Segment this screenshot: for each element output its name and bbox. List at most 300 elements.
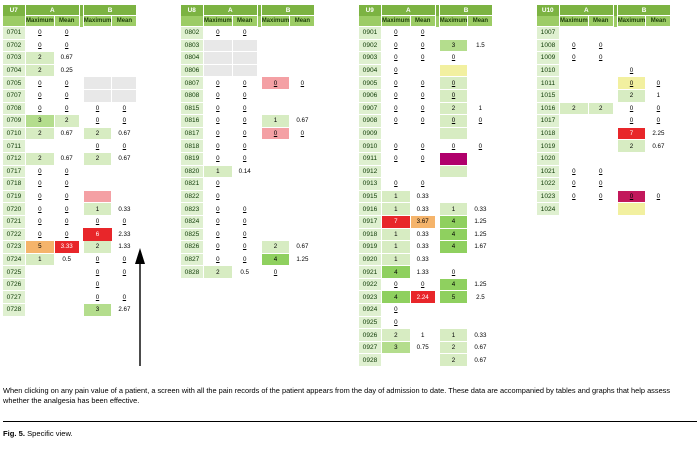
patient-id-cell[interactable]: 0702 xyxy=(3,39,26,52)
pain-cell-b-mean[interactable] xyxy=(112,64,137,77)
pain-cell-a-maximum[interactable]: 1 xyxy=(26,253,55,266)
pain-cell-b-maximum[interactable]: 2 xyxy=(261,241,290,254)
pain-cell-a-maximum[interactable]: 0 xyxy=(204,140,233,153)
patient-id-cell[interactable]: 0816 xyxy=(181,115,204,128)
pain-cell-b-mean[interactable]: 0 xyxy=(468,115,493,128)
patient-id-cell[interactable]: 0722 xyxy=(3,228,26,241)
patient-id-cell[interactable]: 0828 xyxy=(181,266,204,279)
pain-cell-b-maximum[interactable]: 4 xyxy=(261,253,290,266)
pain-cell-b-maximum[interactable] xyxy=(261,64,290,77)
pain-cell-a-mean[interactable] xyxy=(588,140,613,153)
pain-cell-a-maximum[interactable] xyxy=(560,89,589,102)
pain-cell-a-mean[interactable]: 1.33 xyxy=(410,266,435,279)
pain-cell-b-mean[interactable]: 0.67 xyxy=(290,115,315,128)
patient-id-cell[interactable]: 0724 xyxy=(3,253,26,266)
pain-cell-a-mean[interactable]: 0 xyxy=(588,178,613,191)
patient-id-cell[interactable]: 0917 xyxy=(359,215,382,228)
patient-id-cell[interactable]: 0907 xyxy=(359,102,382,115)
pain-cell-b-mean[interactable]: 0.67 xyxy=(468,354,493,367)
pain-cell-b-mean[interactable] xyxy=(290,27,315,40)
pain-cell-b-mean[interactable] xyxy=(646,64,671,77)
pain-cell-b-mean[interactable]: 1 xyxy=(468,102,493,115)
pain-cell-a-maximum[interactable]: 2 xyxy=(26,127,55,140)
pain-cell-b-mean[interactable] xyxy=(646,27,671,40)
pain-cell-a-maximum[interactable]: 3 xyxy=(26,115,55,128)
pain-cell-a-mean[interactable] xyxy=(54,140,79,153)
pain-cell-a-mean[interactable]: 0.5 xyxy=(54,253,79,266)
patient-id-cell[interactable]: 0701 xyxy=(3,27,26,40)
pain-cell-a-mean[interactable]: 0 xyxy=(232,241,257,254)
patient-id-cell[interactable]: 0817 xyxy=(181,127,204,140)
pain-cell-b-mean[interactable] xyxy=(290,228,315,241)
pain-cell-a-maximum[interactable]: 0 xyxy=(382,27,411,40)
pain-cell-b-maximum[interactable]: 0 xyxy=(617,102,646,115)
pain-cell-b-maximum[interactable] xyxy=(439,127,468,140)
pain-cell-b-maximum[interactable]: 2 xyxy=(439,354,468,367)
pain-cell-a-mean[interactable]: 1 xyxy=(410,329,435,342)
pain-cell-b-maximum[interactable]: 1 xyxy=(439,329,468,342)
patient-id-cell[interactable]: 0910 xyxy=(359,140,382,153)
pain-cell-b-maximum[interactable] xyxy=(617,27,646,40)
pain-cell-b-maximum[interactable]: 4 xyxy=(439,215,468,228)
patient-id-cell[interactable]: 0719 xyxy=(3,190,26,203)
pain-cell-a-mean[interactable]: 0.67 xyxy=(54,152,79,165)
pain-cell-b-mean[interactable] xyxy=(646,178,671,191)
pain-cell-a-mean[interactable]: 0 xyxy=(232,77,257,90)
pain-cell-a-maximum[interactable]: 0 xyxy=(26,39,55,52)
patient-id-cell[interactable]: 1021 xyxy=(537,165,560,178)
pain-cell-b-mean[interactable] xyxy=(112,39,137,52)
patient-id-cell[interactable]: 1010 xyxy=(537,64,560,77)
pain-cell-a-maximum[interactable] xyxy=(382,165,411,178)
pain-cell-a-mean[interactable] xyxy=(54,266,79,279)
pain-cell-b-maximum[interactable] xyxy=(261,165,290,178)
pain-cell-b-maximum[interactable] xyxy=(261,52,290,65)
pain-cell-a-maximum[interactable]: 2 xyxy=(26,152,55,165)
pain-cell-a-maximum[interactable]: 0 xyxy=(26,89,55,102)
pain-cell-a-mean[interactable] xyxy=(588,64,613,77)
pain-cell-a-mean[interactable]: 0 xyxy=(54,165,79,178)
pain-cell-b-maximum[interactable]: 1 xyxy=(83,203,112,216)
pain-cell-b-mean[interactable]: 0 xyxy=(646,77,671,90)
pain-cell-a-maximum[interactable]: 1 xyxy=(382,190,411,203)
pain-cell-b-mean[interactable] xyxy=(468,190,493,203)
pain-cell-b-mean[interactable] xyxy=(290,266,315,279)
pain-cell-b-maximum[interactable] xyxy=(617,178,646,191)
pain-cell-a-mean[interactable]: 0.14 xyxy=(232,165,257,178)
pain-cell-b-maximum[interactable]: 4 xyxy=(439,228,468,241)
pain-cell-a-mean[interactable]: 0 xyxy=(54,203,79,216)
pain-cell-a-mean[interactable]: 0.33 xyxy=(410,228,435,241)
pain-cell-a-maximum[interactable] xyxy=(560,140,589,153)
pain-cell-b-maximum[interactable]: 4 xyxy=(439,241,468,254)
pain-cell-b-mean[interactable] xyxy=(646,165,671,178)
pain-cell-b-maximum[interactable]: 0 xyxy=(83,291,112,304)
patient-id-cell[interactable]: 0926 xyxy=(359,329,382,342)
pain-cell-a-maximum[interactable]: 0 xyxy=(204,27,233,40)
pain-cell-a-mean[interactable]: 0 xyxy=(410,39,435,52)
pain-cell-a-maximum[interactable]: 0 xyxy=(204,228,233,241)
patient-id-cell[interactable]: 0915 xyxy=(359,190,382,203)
patient-id-cell[interactable]: 0710 xyxy=(3,127,26,140)
pain-cell-a-mean[interactable]: 0 xyxy=(410,152,435,165)
pain-cell-a-mean[interactable]: 0 xyxy=(54,27,79,40)
pain-cell-a-mean[interactable]: 0 xyxy=(410,52,435,65)
pain-cell-a-mean[interactable]: 0 xyxy=(232,102,257,115)
pain-cell-b-mean[interactable]: 1.33 xyxy=(112,241,137,254)
pain-cell-a-maximum[interactable]: 2 xyxy=(204,266,233,279)
pain-cell-b-mean[interactable]: 0.67 xyxy=(290,241,315,254)
pain-cell-a-mean[interactable]: 0.75 xyxy=(410,341,435,354)
pain-cell-a-mean[interactable]: 0 xyxy=(232,27,257,40)
pain-cell-b-mean[interactable] xyxy=(290,190,315,203)
pain-cell-a-maximum[interactable]: 0 xyxy=(26,203,55,216)
pain-cell-b-mean[interactable]: 1.67 xyxy=(468,241,493,254)
pain-cell-b-maximum[interactable]: 4 xyxy=(439,278,468,291)
pain-cell-b-maximum[interactable] xyxy=(439,165,468,178)
patient-id-cell[interactable]: 1023 xyxy=(537,190,560,203)
pain-cell-a-mean[interactable] xyxy=(54,291,79,304)
patient-id-cell[interactable]: 1024 xyxy=(537,203,560,216)
pain-cell-b-mean[interactable]: 2.25 xyxy=(646,127,671,140)
pain-cell-a-maximum[interactable]: 0 xyxy=(382,115,411,128)
pain-cell-a-mean[interactable]: 0 xyxy=(588,165,613,178)
pain-cell-a-maximum[interactable]: 1 xyxy=(382,203,411,216)
pain-cell-b-maximum[interactable]: 2 xyxy=(83,152,112,165)
pain-cell-a-mean[interactable] xyxy=(588,77,613,90)
patient-id-cell[interactable]: 0918 xyxy=(359,228,382,241)
pain-cell-a-mean[interactable]: 3.67 xyxy=(410,215,435,228)
pain-cell-b-maximum[interactable] xyxy=(261,228,290,241)
pain-cell-a-mean[interactable]: 0 xyxy=(54,178,79,191)
pain-cell-a-mean[interactable] xyxy=(232,178,257,191)
pain-cell-a-maximum[interactable]: 0 xyxy=(204,241,233,254)
pain-cell-b-maximum[interactable]: 0 xyxy=(83,115,112,128)
pain-cell-b-mean[interactable] xyxy=(646,52,671,65)
pain-cell-a-maximum[interactable] xyxy=(560,152,589,165)
pain-cell-a-mean[interactable] xyxy=(588,89,613,102)
patient-id-cell[interactable]: 0909 xyxy=(359,127,382,140)
pain-cell-a-maximum[interactable]: 0 xyxy=(382,89,411,102)
pain-cell-a-mean[interactable]: 0 xyxy=(410,278,435,291)
pain-cell-b-maximum[interactable]: 3 xyxy=(439,39,468,52)
pain-cell-a-maximum[interactable]: 2 xyxy=(560,102,589,115)
pain-cell-b-mean[interactable]: 1.25 xyxy=(468,278,493,291)
pain-cell-a-maximum[interactable]: 0 xyxy=(560,190,589,203)
patient-id-cell[interactable]: 0921 xyxy=(359,266,382,279)
pain-cell-a-mean[interactable]: 0 xyxy=(410,102,435,115)
pain-cell-a-mean[interactable] xyxy=(588,152,613,165)
pain-cell-b-maximum[interactable]: 2 xyxy=(617,89,646,102)
pain-cell-b-mean[interactable]: 0 xyxy=(290,127,315,140)
pain-cell-b-mean[interactable] xyxy=(290,52,315,65)
pain-cell-b-mean[interactable] xyxy=(468,64,493,77)
pain-cell-a-maximum[interactable]: 0 xyxy=(204,77,233,90)
pain-cell-b-maximum[interactable] xyxy=(261,215,290,228)
patient-id-cell[interactable]: 0822 xyxy=(181,190,204,203)
patient-id-cell[interactable]: 0815 xyxy=(181,102,204,115)
patient-id-cell[interactable]: 0723 xyxy=(3,241,26,254)
patient-id-cell[interactable]: 0928 xyxy=(359,354,382,367)
pain-cell-a-mean[interactable]: 0 xyxy=(232,203,257,216)
pain-cell-a-maximum[interactable]: 0 xyxy=(382,102,411,115)
patient-id-cell[interactable]: 0725 xyxy=(3,266,26,279)
pain-cell-a-maximum[interactable] xyxy=(204,64,233,77)
pain-cell-b-maximum[interactable] xyxy=(261,190,290,203)
pain-cell-b-mean[interactable] xyxy=(290,215,315,228)
pain-cell-b-maximum[interactable]: 0 xyxy=(261,266,290,279)
pain-cell-b-mean[interactable]: 2.33 xyxy=(112,228,137,241)
pain-cell-a-maximum[interactable] xyxy=(560,127,589,140)
pain-cell-a-mean[interactable]: 0 xyxy=(410,77,435,90)
pain-cell-a-maximum[interactable]: 0 xyxy=(382,178,411,191)
pain-cell-b-mean[interactable] xyxy=(468,152,493,165)
pain-cell-b-mean[interactable] xyxy=(468,127,493,140)
pain-cell-a-maximum[interactable]: 0 xyxy=(560,165,589,178)
pain-cell-b-mean[interactable]: 0.67 xyxy=(468,341,493,354)
pain-cell-a-mean[interactable]: 0 xyxy=(54,39,79,52)
pain-cell-b-mean[interactable] xyxy=(646,152,671,165)
pain-cell-a-mean[interactable] xyxy=(410,165,435,178)
pain-cell-b-maximum[interactable]: 0 xyxy=(439,77,468,90)
patient-id-cell[interactable]: 0807 xyxy=(181,77,204,90)
pain-cell-b-maximum[interactable] xyxy=(261,89,290,102)
pain-cell-b-maximum[interactable] xyxy=(83,27,112,40)
pain-cell-a-mean[interactable]: 0.67 xyxy=(54,127,79,140)
patient-id-cell[interactable]: 0922 xyxy=(359,278,382,291)
pain-cell-a-maximum[interactable]: 0 xyxy=(560,39,589,52)
pain-cell-a-maximum[interactable]: 0 xyxy=(382,39,411,52)
patient-id-cell[interactable]: 1015 xyxy=(537,89,560,102)
pain-cell-a-maximum[interactable] xyxy=(560,77,589,90)
pain-cell-b-maximum[interactable]: 0 xyxy=(439,52,468,65)
patient-id-cell[interactable]: 0821 xyxy=(181,178,204,191)
pain-cell-b-mean[interactable]: 1.25 xyxy=(468,215,493,228)
pain-cell-b-maximum[interactable]: 1 xyxy=(439,203,468,216)
pain-cell-b-maximum[interactable] xyxy=(261,203,290,216)
pain-cell-a-maximum[interactable]: 0 xyxy=(560,52,589,65)
pain-cell-b-maximum[interactable]: 0 xyxy=(83,278,112,291)
pain-cell-a-maximum[interactable] xyxy=(382,354,411,367)
pain-cell-a-mean[interactable]: 0 xyxy=(232,140,257,153)
pain-cell-a-mean[interactable]: 0.33 xyxy=(410,253,435,266)
patient-id-cell[interactable]: 0704 xyxy=(3,64,26,77)
pain-cell-a-maximum[interactable]: 0 xyxy=(382,64,411,77)
pain-cell-b-mean[interactable] xyxy=(468,266,493,279)
pain-cell-b-mean[interactable] xyxy=(290,64,315,77)
patient-id-cell[interactable]: 0708 xyxy=(3,102,26,115)
pain-cell-b-mean[interactable]: 0 xyxy=(112,291,137,304)
pain-cell-a-maximum[interactable] xyxy=(382,127,411,140)
pain-cell-a-mean[interactable] xyxy=(410,316,435,329)
pain-cell-a-mean[interactable]: 0.33 xyxy=(410,190,435,203)
patient-id-cell[interactable]: 0819 xyxy=(181,152,204,165)
pain-cell-b-mean[interactable] xyxy=(112,165,137,178)
pain-cell-b-maximum[interactable]: 2 xyxy=(439,102,468,115)
patient-id-cell[interactable]: 0927 xyxy=(359,341,382,354)
pain-cell-b-maximum[interactable] xyxy=(439,27,468,40)
pain-cell-b-maximum[interactable] xyxy=(261,27,290,40)
pain-cell-b-mean[interactable]: 0 xyxy=(112,140,137,153)
pain-cell-b-mean[interactable]: 1.25 xyxy=(290,253,315,266)
pain-cell-b-mean[interactable]: 2.5 xyxy=(468,291,493,304)
pain-cell-b-maximum[interactable]: 0 xyxy=(439,266,468,279)
pain-cell-b-mean[interactable] xyxy=(468,165,493,178)
pain-cell-b-mean[interactable] xyxy=(468,304,493,317)
patient-id-cell[interactable]: 0912 xyxy=(359,165,382,178)
pain-cell-b-maximum[interactable] xyxy=(83,165,112,178)
pain-cell-b-maximum[interactable] xyxy=(439,178,468,191)
pain-cell-a-maximum[interactable]: 0 xyxy=(26,228,55,241)
pain-cell-a-maximum[interactable]: 0 xyxy=(26,102,55,115)
pain-cell-a-mean[interactable] xyxy=(54,278,79,291)
pain-cell-b-maximum[interactable]: 1 xyxy=(261,115,290,128)
pain-cell-a-mean[interactable]: 0 xyxy=(232,127,257,140)
pain-cell-b-maximum[interactable]: 2 xyxy=(83,241,112,254)
pain-cell-a-mean[interactable]: 0 xyxy=(410,115,435,128)
pain-cell-a-mean[interactable]: 0 xyxy=(54,102,79,115)
pain-cell-b-mean[interactable] xyxy=(468,253,493,266)
pain-cell-b-maximum[interactable]: 0 xyxy=(261,127,290,140)
pain-cell-a-maximum[interactable]: 4 xyxy=(382,291,411,304)
pain-cell-b-mean[interactable] xyxy=(468,77,493,90)
pain-cell-a-maximum[interactable]: 0 xyxy=(382,140,411,153)
pain-cell-a-maximum[interactable] xyxy=(204,52,233,65)
patient-id-cell[interactable]: 0802 xyxy=(181,27,204,40)
pain-cell-b-maximum[interactable]: 0 xyxy=(261,77,290,90)
pain-cell-b-maximum[interactable] xyxy=(83,52,112,65)
patient-id-cell[interactable]: 0923 xyxy=(359,291,382,304)
pain-cell-b-maximum[interactable] xyxy=(261,140,290,153)
pain-cell-a-maximum[interactable]: 0 xyxy=(204,253,233,266)
patient-id-cell[interactable]: 0916 xyxy=(359,203,382,216)
pain-cell-a-mean[interactable] xyxy=(410,64,435,77)
pain-cell-a-maximum[interactable] xyxy=(560,27,589,40)
pain-cell-a-maximum[interactable]: 0 xyxy=(26,190,55,203)
patient-id-cell[interactable]: 0903 xyxy=(359,52,382,65)
pain-cell-a-maximum[interactable]: 0 xyxy=(204,127,233,140)
pain-cell-b-mean[interactable]: 0 xyxy=(290,77,315,90)
pain-cell-b-maximum[interactable] xyxy=(439,316,468,329)
pain-cell-b-mean[interactable]: 2.67 xyxy=(112,304,137,317)
pain-cell-a-mean[interactable]: 0 xyxy=(54,89,79,102)
patient-id-cell[interactable]: 0827 xyxy=(181,253,204,266)
pain-cell-a-maximum[interactable]: 0 xyxy=(382,152,411,165)
pain-cell-b-mean[interactable] xyxy=(290,165,315,178)
pain-cell-b-mean[interactable]: 1.5 xyxy=(468,39,493,52)
pain-cell-b-mean[interactable]: 1.25 xyxy=(468,228,493,241)
pain-cell-b-maximum[interactable]: 2 xyxy=(439,341,468,354)
pain-cell-a-mean[interactable]: 0 xyxy=(54,190,79,203)
pain-cell-b-mean[interactable] xyxy=(112,52,137,65)
patient-id-cell[interactable]: 1008 xyxy=(537,39,560,52)
pain-cell-b-mean[interactable]: 0.33 xyxy=(468,203,493,216)
pain-cell-a-maximum[interactable]: 0 xyxy=(382,77,411,90)
patient-id-cell[interactable]: 0707 xyxy=(3,89,26,102)
pain-cell-a-mean[interactable] xyxy=(410,304,435,317)
pain-cell-b-maximum[interactable]: 7 xyxy=(617,127,646,140)
pain-cell-b-mean[interactable] xyxy=(112,178,137,191)
pain-cell-a-maximum[interactable]: 0 xyxy=(26,77,55,90)
pain-cell-b-mean[interactable] xyxy=(290,203,315,216)
patient-id-cell[interactable]: 1011 xyxy=(537,77,560,90)
patient-id-cell[interactable]: 0806 xyxy=(181,64,204,77)
patient-id-cell[interactable]: 0825 xyxy=(181,228,204,241)
pain-cell-b-mean[interactable] xyxy=(112,77,137,90)
pain-cell-b-mean[interactable]: 0.67 xyxy=(112,127,137,140)
pain-cell-b-maximum[interactable] xyxy=(617,52,646,65)
pain-cell-b-mean[interactable] xyxy=(468,316,493,329)
pain-cell-a-maximum[interactable]: 1 xyxy=(382,253,411,266)
patient-id-cell[interactable]: 0705 xyxy=(3,77,26,90)
pain-cell-a-mean[interactable]: 0.25 xyxy=(54,64,79,77)
pain-cell-b-maximum[interactable] xyxy=(261,102,290,115)
pain-cell-b-mean[interactable]: 0 xyxy=(646,190,671,203)
pain-cell-a-mean[interactable]: 0.33 xyxy=(410,203,435,216)
patient-id-cell[interactable]: 0820 xyxy=(181,165,204,178)
patient-id-cell[interactable]: 0902 xyxy=(359,39,382,52)
pain-cell-b-mean[interactable]: 0 xyxy=(112,215,137,228)
pain-cell-b-mean[interactable] xyxy=(112,89,137,102)
pain-cell-a-maximum[interactable]: 0 xyxy=(26,178,55,191)
patient-id-cell[interactable]: 0826 xyxy=(181,241,204,254)
pain-cell-a-mean[interactable] xyxy=(232,64,257,77)
pain-cell-a-maximum[interactable] xyxy=(26,266,55,279)
pain-cell-b-maximum[interactable] xyxy=(439,253,468,266)
pain-cell-b-mean[interactable] xyxy=(290,152,315,165)
pain-cell-a-maximum[interactable]: 0 xyxy=(204,89,233,102)
pain-cell-b-mean[interactable]: 0 xyxy=(646,115,671,128)
pain-cell-b-maximum[interactable] xyxy=(617,152,646,165)
pain-cell-a-maximum[interactable]: 0 xyxy=(204,152,233,165)
patient-id-cell[interactable]: 1017 xyxy=(537,115,560,128)
pain-cell-b-maximum[interactable]: 0 xyxy=(83,102,112,115)
pain-cell-a-mean[interactable]: 0 xyxy=(232,253,257,266)
patient-id-cell[interactable]: 0913 xyxy=(359,178,382,191)
patient-id-cell[interactable]: 0717 xyxy=(3,165,26,178)
pain-cell-a-maximum[interactable] xyxy=(26,304,55,317)
pain-cell-a-mean[interactable] xyxy=(54,304,79,317)
pain-cell-b-mean[interactable] xyxy=(646,39,671,52)
pain-cell-b-maximum[interactable]: 0 xyxy=(617,77,646,90)
pain-cell-b-maximum[interactable]: 5 xyxy=(439,291,468,304)
pain-cell-a-mean[interactable]: 0 xyxy=(54,228,79,241)
pain-cell-b-mean[interactable] xyxy=(468,52,493,65)
pain-cell-a-maximum[interactable]: 1 xyxy=(204,165,233,178)
pain-cell-b-maximum[interactable] xyxy=(83,77,112,90)
pain-cell-b-maximum[interactable] xyxy=(83,64,112,77)
pain-cell-a-mean[interactable] xyxy=(232,52,257,65)
pain-cell-a-maximum[interactable]: 0 xyxy=(204,190,233,203)
pain-cell-a-mean[interactable]: 0.33 xyxy=(410,241,435,254)
pain-cell-a-maximum[interactable]: 0 xyxy=(26,165,55,178)
pain-cell-b-maximum[interactable]: 0 xyxy=(617,190,646,203)
pain-cell-b-mean[interactable] xyxy=(468,178,493,191)
patient-id-cell[interactable]: 0718 xyxy=(3,178,26,191)
patient-id-cell[interactable]: 0712 xyxy=(3,152,26,165)
pain-cell-a-mean[interactable]: 3.33 xyxy=(54,241,79,254)
patient-id-cell[interactable]: 0906 xyxy=(359,89,382,102)
pain-cell-b-mean[interactable]: 0.67 xyxy=(112,152,137,165)
patient-id-cell[interactable]: 0925 xyxy=(359,316,382,329)
pain-cell-a-maximum[interactable]: 2 xyxy=(26,64,55,77)
pain-cell-b-mean[interactable]: 0.33 xyxy=(468,329,493,342)
patient-id-cell[interactable]: 0824 xyxy=(181,215,204,228)
pain-cell-a-mean[interactable] xyxy=(588,115,613,128)
pain-cell-b-maximum[interactable]: 0 xyxy=(617,64,646,77)
pain-cell-b-mean[interactable] xyxy=(112,190,137,203)
patient-id-cell[interactable]: 0804 xyxy=(181,52,204,65)
